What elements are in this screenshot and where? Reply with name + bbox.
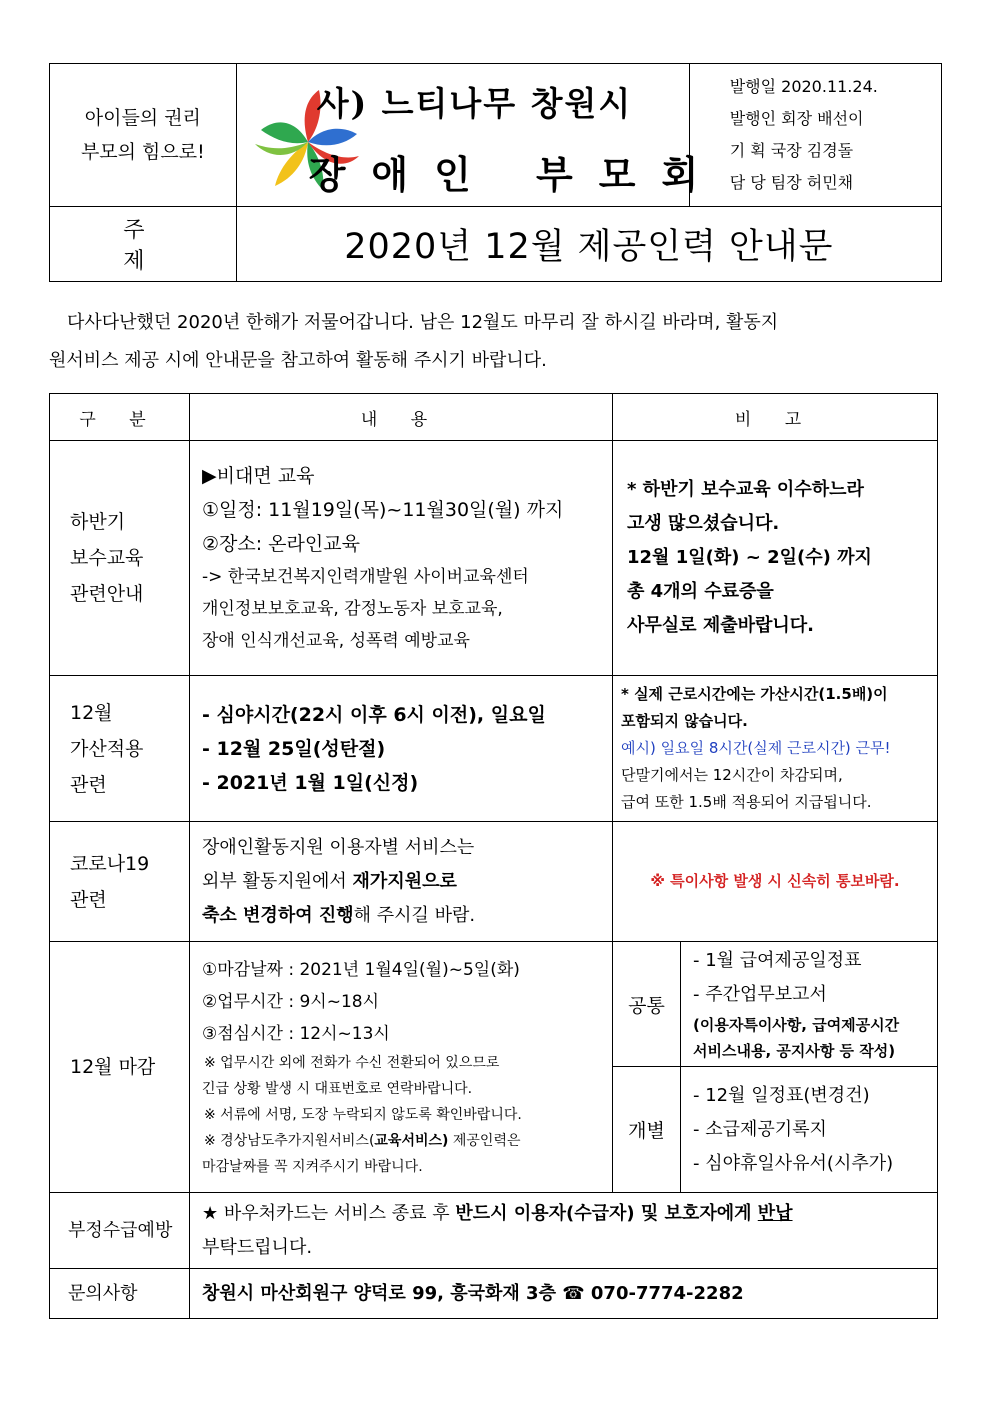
note-line: 총 4개의 수료증을 xyxy=(627,581,774,602)
example-prefix: 예시) 일요일 xyxy=(621,739,709,757)
common-item-detail: (이용자특이사항, 급여제공시간 xyxy=(693,1016,900,1034)
header-content: 내 용 xyxy=(190,394,613,441)
note-text: ※ 경상남도추가지원서비스( xyxy=(204,1133,375,1149)
note-line-example xyxy=(621,735,937,762)
content-text: 외부 활동지원에서 xyxy=(202,870,353,892)
content-line: - 심야시간(22시 이후 6시 이전), 일요일 xyxy=(202,703,546,726)
row-note-surcharge xyxy=(613,676,938,822)
note-line: 급여 또한 1.5배 적용되어 지급됩니다. xyxy=(621,793,872,811)
table-row-covid xyxy=(50,822,938,942)
table-row-training xyxy=(50,441,938,676)
content-line: - 12월 25일(성탄절) xyxy=(202,737,386,760)
content-emphasis-underlined: 반납 xyxy=(757,1202,793,1224)
row-label-training xyxy=(50,441,190,676)
row-content-contact xyxy=(190,1269,938,1319)
row-label-surcharge xyxy=(50,676,190,822)
row-content-surcharge xyxy=(190,676,613,822)
intro-line-2: 원서비스 제공 시에 안내문을 참고하여 활동해 주시기 바랍니다. xyxy=(49,350,547,371)
common-items xyxy=(681,942,938,1067)
individual-item: - 심야휴일사유서(시추가) xyxy=(693,1152,894,1174)
slogan-line-1: 아이들의 권리 xyxy=(84,107,201,129)
warning-note: ※ 특이사항 발생 시 신속히 통보바람. xyxy=(650,872,900,890)
closing-note xyxy=(202,1128,606,1154)
note-line: * 하반기 보수교육 이수하느라 xyxy=(627,479,864,500)
row-content-closing xyxy=(190,942,613,1193)
row-content-training xyxy=(190,441,613,676)
row-note-covid xyxy=(613,822,938,942)
closing-note: ※ 업무시간 외에 전화가 수신 전환되어 있으므로 xyxy=(204,1055,500,1071)
closing-note: 마감날짜를 꼭 지켜주시기 바랍니다. xyxy=(202,1159,423,1175)
content-emphasis: 반드시 이용자(수급자) 및 보호자에게 xyxy=(455,1202,758,1224)
individual-item: - 소급제공기록지 xyxy=(693,1118,827,1140)
subject-label: 주 제 xyxy=(50,207,237,282)
content-line xyxy=(202,899,606,933)
row-label-fraud-prevention: 부정수급예방 xyxy=(50,1193,190,1269)
content-line: ①일정: 11월19일(목)~11월30일(월) 까지 xyxy=(202,499,564,521)
example-hours: 8시간(실제 근로시간) 근무! xyxy=(708,739,891,757)
closing-note: 긴급 상황 발생 시 대표번호로 연락바랍니다. xyxy=(202,1081,473,1097)
note-line: 12월 1일(화) ~ 2일(수) 까지 xyxy=(627,547,872,568)
row-label-closing xyxy=(50,942,190,1193)
note-emphasis: 교육서비스) xyxy=(374,1133,449,1149)
note-line: * 실제 근로시간에는 가산시간(1.5배)이 xyxy=(621,685,888,703)
newsletter-header xyxy=(49,63,942,282)
content-line: 부탁드립니다. xyxy=(202,1236,313,1258)
row-content-covid xyxy=(190,822,613,942)
contact-address-phone: 창원시 마산회원구 양덕로 99, 흥국화재 3층 ☎ 070-7774-2282 xyxy=(202,1282,744,1304)
content-line: ②업무시간 : 9시~18시 xyxy=(202,992,379,1012)
organization-name-line-1: 사) 느티나무 창원시 xyxy=(316,84,633,123)
planner: 기 획 국장 김경돌 xyxy=(729,141,854,160)
content-text: ★ 바우처카드는 서비스 종료 후 xyxy=(202,1202,456,1224)
row-label-covid xyxy=(50,822,190,942)
common-item: - 1월 급여제공일정표 xyxy=(693,950,862,971)
label-line: 가산적용 xyxy=(70,737,144,760)
row-content-fraud-prevention xyxy=(190,1193,938,1269)
note-line: 고생 많으셨습니다. xyxy=(627,513,780,534)
note-line: 사무실로 제출바랍니다. xyxy=(627,615,814,636)
header-category: 구 분 xyxy=(50,394,190,441)
organization-name-line-2: 장애인 부모회 xyxy=(308,152,725,197)
label-line: 관련 xyxy=(70,773,107,796)
common-item: - 주간업무보고서 xyxy=(693,984,827,1005)
content-emphasis: 재가지원으로 xyxy=(352,870,457,892)
content-line: 개인정보보호교육, 감정노동자 보호교육, xyxy=(202,599,503,619)
common-item-detail: 서비스내용, 공지사항 등 작성) xyxy=(693,1042,896,1060)
label-line: 코로나19 xyxy=(70,852,150,875)
content-line: - 2021년 1월 1일(신정) xyxy=(202,771,419,794)
label-line: 12월 xyxy=(70,701,113,724)
table-row-surcharge xyxy=(50,676,938,822)
row-label-contact: 문의사항 xyxy=(50,1269,190,1319)
intro-line-1: 다사다난했던 2020년 한해가 저물어갑니다. 남은 12월도 마무리 잘 하시길 바라며, 활동지 xyxy=(67,312,779,333)
organization-cell xyxy=(236,64,725,207)
page-title: 2020년 12월 제공인력 안내문 xyxy=(236,207,941,282)
content-line: -> 한국보건복지인력개발원 사이버교육센터 xyxy=(202,567,529,587)
notice-table xyxy=(49,393,938,1319)
table-header-row xyxy=(50,394,938,441)
note-line: 포함되지 않습니다. xyxy=(621,712,748,730)
label-line: 관련안내 xyxy=(70,583,144,605)
individual-item: - 12월 일정표(변경건) xyxy=(693,1084,870,1106)
publisher: 발행인 회장 배선이 xyxy=(729,109,864,128)
content-line: 장애 인식개선교육, 성폭력 예방교육 xyxy=(202,631,470,651)
note-line: 단말기에서는 12시간이 차감되며, xyxy=(621,766,843,784)
content-line: 장애인활동지원 이용자별 서비스는 xyxy=(202,836,475,858)
content-line: ①마감날짜 : 2021년 1월4일(월)~5일(화) xyxy=(202,960,520,980)
content-emphasis: 축소 변경하여 진행 xyxy=(202,904,354,926)
individual-items xyxy=(681,1067,938,1193)
slogan-line-2: 부모의 힘으로! xyxy=(80,141,205,163)
label-line: 하반기 xyxy=(70,511,126,533)
content-line: ▶비대면 교육 xyxy=(202,465,315,487)
table-row-fraud-prevention xyxy=(50,1193,938,1269)
content-line xyxy=(202,865,606,899)
publish-date: 발행일 2020.11.24. xyxy=(729,77,878,96)
slogan-cell xyxy=(50,64,237,207)
publish-info-cell xyxy=(689,64,941,207)
content-line: ②장소: 온라인교육 xyxy=(202,533,360,555)
closing-note: ※ 서류에 서명, 도장 누락되지 않도록 확인바랍니다. xyxy=(204,1107,522,1123)
common-label: 공통 xyxy=(613,942,681,1067)
label-line: 보수교육 xyxy=(70,547,144,569)
label-line: 12월 마감 xyxy=(70,1056,156,1078)
note-text: 제공인력은 xyxy=(448,1133,521,1149)
person-in-charge: 담 당 팀장 허민채 xyxy=(729,173,854,192)
label-line: 관련 xyxy=(70,888,107,911)
content-line: ③점심시간 : 12시~13시 xyxy=(202,1024,390,1044)
table-row-closing xyxy=(50,942,938,1067)
content-line xyxy=(202,1197,931,1231)
intro-paragraph xyxy=(49,304,942,380)
table-row-contact xyxy=(50,1269,938,1319)
header-note: 비 고 xyxy=(613,394,938,441)
row-note-training xyxy=(613,441,938,676)
content-text: 해 주시길 바람. xyxy=(353,904,476,926)
individual-label: 개별 xyxy=(613,1067,681,1193)
